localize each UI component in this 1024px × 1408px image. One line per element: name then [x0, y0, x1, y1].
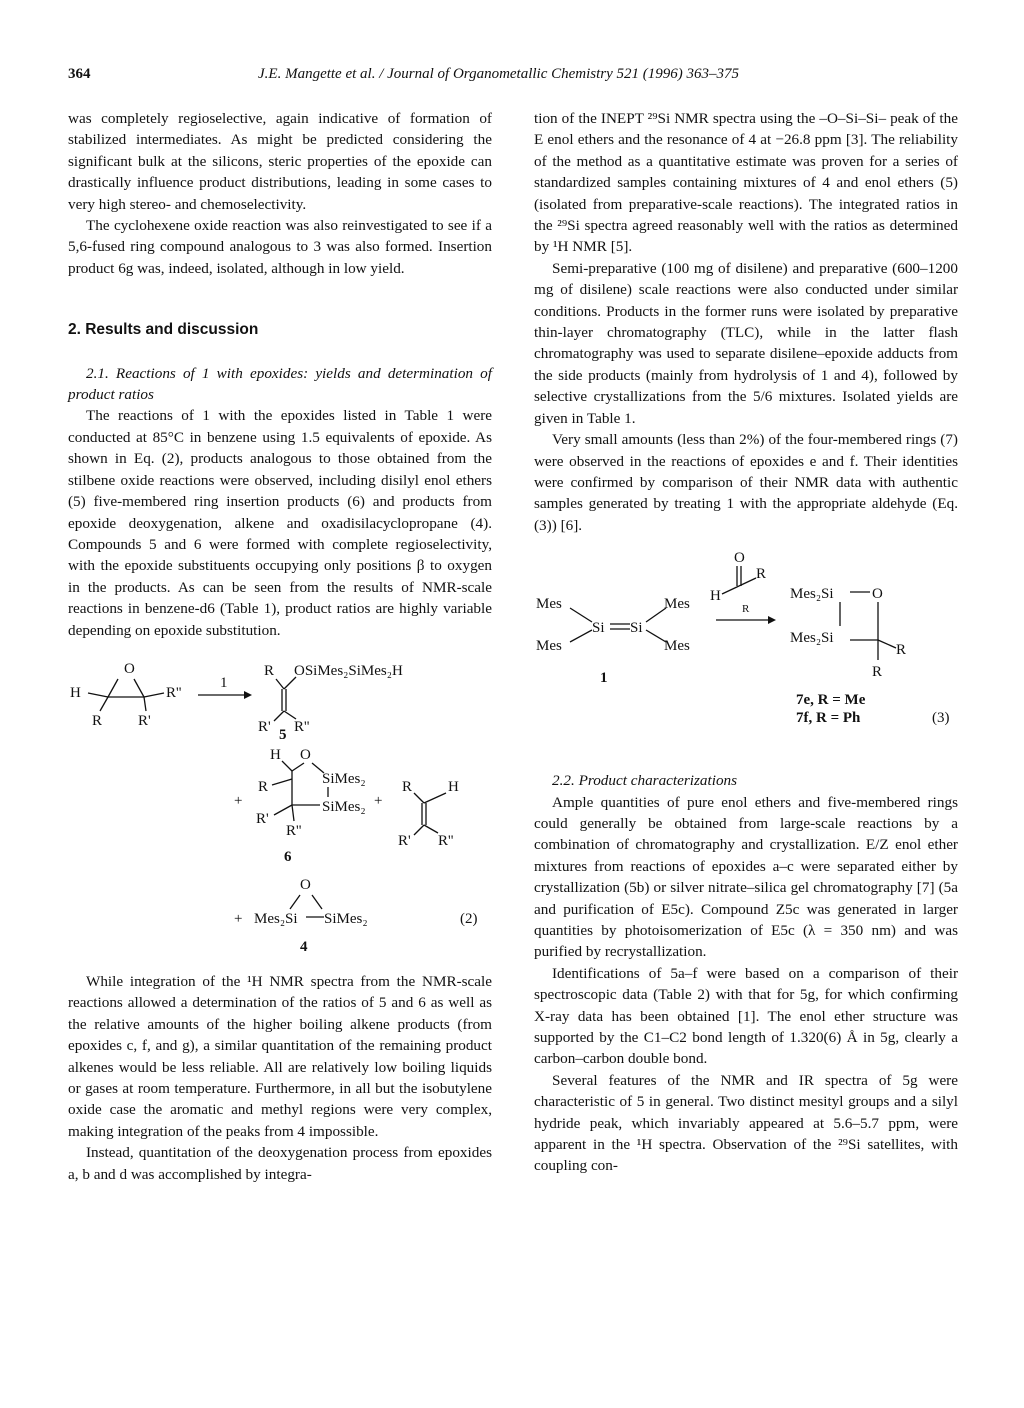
chem-mes2si: Mes₂Si [254, 910, 298, 927]
paragraph: The reactions of 1 with the epoxides listed in Table 1 were conducted at 85°C in benzene using 1.5 equivalents of epoxide. As shown in Eq. (2), products analogous to those obtained from the stilbene oxide reactions were observed, including disilyl enol ethers (5) five-membered ring insertion products (6) and products from epoxide deoxygenation, alkene and oxadisilacyclopropane (4). Compounds 5 and 6 were formed with complete regioselectivity, with the epoxide substituents occupying only positions β to oxygen in the products. As can be seen from the results of NMR-scale reactions in benzene-d6 (Table 1), product ratios are highly variable depending on epoxide substitution. [68, 407, 492, 639]
bond [722, 586, 739, 594]
bond [570, 630, 592, 642]
chem-atom-o: O [300, 876, 311, 893]
journal-running-head: J.E. Mangette et al. / Journal of Organometallic Chemistry 521 (1996) 363–375 [258, 66, 740, 82]
right-column [534, 108, 958, 1177]
equation-3-scheme [534, 542, 958, 762]
page-number: 364 [68, 66, 91, 82]
paragraph: While integration of the ¹H NMR spectra from the NMR-scale reactions allowed a determination of the ratios of 5 and 6 as well as the relative amounts of the higher boiling alkene products (from epoxides c, f, and g), a similar quantitation of the remaining product alkenes would be less reliable. All are relatively low boiling liquids or gases at room temperature. Furthermore, in all but the isobutylene oxide case the aromatic and methyl regions were very complex, making integration of the peaks from 4 impossible. [68, 972, 492, 1140]
bond [292, 805, 294, 821]
chem-substituent-r: R [402, 778, 413, 795]
bond [290, 895, 300, 909]
bond [414, 825, 424, 835]
compound-label-4: 4 [300, 938, 308, 955]
compound-label-6: 6 [284, 848, 292, 865]
bond [284, 711, 296, 719]
bond [292, 763, 304, 771]
bond [88, 693, 108, 697]
chem-substituent-r2: R'' [294, 718, 310, 735]
equation-2-scheme [68, 655, 492, 957]
plus-sign: + [234, 792, 243, 809]
left-column [68, 108, 492, 1185]
chem-simes2: SiMes₂ [324, 910, 368, 927]
chem-mes: Mes [664, 596, 690, 613]
chem-substituent-r: R [756, 566, 767, 583]
equation-3 [534, 542, 958, 762]
bond [144, 697, 146, 711]
bond [282, 761, 292, 771]
bond [134, 679, 144, 697]
chem-substituent-r: R [92, 712, 103, 729]
bond [272, 779, 292, 785]
compound-label-7f: 7f, R = Ph [796, 710, 861, 727]
paragraph: Semi-preparative (100 mg of disilene) and preparative (600–1200 mg of disilene) scale reactions were also conducted under similar conditions. Products in the former runs were isolated by preparative thin-layer chromatography (TLC), while in the latter flash chromatography was used to separate disilene–epoxide adducts from the side products (mainly from hydrolysis of 1 and 4), followed by selective crystallizations from the 5/6 mixtures. Isolated yields are given in Table 1. [534, 259, 958, 427]
chem-si: Si [630, 620, 643, 637]
chem-atom-o: O [300, 746, 311, 763]
chem-substituent-r: R [258, 778, 269, 795]
chem-mes: Mes [536, 596, 562, 613]
chem-osi: OSiMes₂SiMes₂H [294, 662, 403, 679]
paragraph: Instead, quantitation of the deoxygenation process from epoxides a, b and d was accomplished by integra- [68, 1144, 492, 1183]
chem-atom-o: O [872, 586, 883, 603]
bond [414, 793, 424, 803]
bond [274, 805, 292, 815]
bond [878, 640, 896, 648]
reagent-r: R [742, 603, 750, 616]
paragraph: Very small amounts (less than 2%) of the four-membered rings (7) were observed in the reactions of epoxides e and f. Their identities were confirmed by comparison of their NMR data with authentic samples generated by treating 1 with the appropriate aldehyde (Eq. (3)) [6]. [534, 431, 958, 534]
subsection-heading: 2.2. Product characterizations [552, 772, 738, 790]
chem-substituent-r: R [264, 662, 275, 679]
chem-simes2: SiMes₂ [322, 798, 366, 815]
chem-atom-h: H [448, 778, 459, 795]
page-header [68, 66, 958, 88]
bond [108, 679, 118, 697]
chem-substituent-r1: R' [256, 810, 269, 827]
equation-number: (3) [932, 710, 950, 727]
plus-sign: + [234, 910, 243, 927]
equation-2 [68, 655, 492, 957]
bond [424, 825, 438, 833]
bond [312, 895, 322, 909]
plus-sign: + [374, 792, 383, 809]
chem-substituent-r: R [872, 664, 883, 681]
paragraph: The cyclohexene oxide reaction was also reinvestigated to see if a 5,6-fused ring compound analogous to 3 was also formed. Insertion product 6g was, indeed, isolated, although in low yield. [68, 217, 492, 277]
chem-substituent-r1: R' [138, 712, 151, 729]
paragraph: Ample quantities of pure enol ethers and five-membered rings could generally be obtained from large-scale reactions by a combination of chromatography and crystallization. E/Z enol ether mixtures from reactions of epoxides a–c were separated either by crystallization (5b) or silver nitrate–silica gel chromatography [7] (5a and purification of E5c). Compound Z5c was generated in larger quantities by photoisomerization of E5c (λ = 350 nm) and was purified by recrystallization. [534, 793, 958, 961]
subsection-heading: 2.1. Reactions of 1 with epoxides: yields and determination of product ratios [68, 364, 492, 404]
bond [570, 608, 592, 622]
chem-atom-h: H [710, 588, 721, 605]
chem-substituent-r1: R' [398, 832, 411, 849]
chem-si: Si [592, 620, 605, 637]
chem-atom-o: O [734, 550, 745, 567]
paragraph: Several features of the NMR and IR spectra of 5g were characteristic of 5 in general. Two distinct mesityl groups and a silyl hydride peak, which invariably appeared at 5.6–5.7 ppm, were apparent in the ¹H spectra. Observation of the ²⁹Si satellites, with coupling con- [534, 1071, 958, 1175]
bond [274, 711, 284, 721]
chem-simes2: SiMes₂ [322, 770, 366, 787]
arrow-head [768, 616, 776, 624]
compound-label-1: 1 [600, 670, 608, 687]
chem-substituent-r2: R'' [166, 684, 182, 701]
chem-mes: Mes [664, 638, 690, 655]
chem-mes2si: Mes₂Si [790, 586, 834, 603]
chem-atom-h: H [270, 746, 281, 763]
arrow-head [244, 691, 252, 699]
chem-mes2si: Mes₂Si [790, 630, 834, 647]
compound-label-5: 5 [279, 726, 287, 743]
chem-atom-h: H [70, 684, 81, 701]
bond [100, 697, 108, 711]
compound-label-7e: 7e, R = Me [796, 692, 866, 709]
paragraph: tion of the INEPT ²⁹Si NMR spectra using the –O–Si–Si– peak of the E enol ethers and the resonance of 4 at −26.8 ppm [3]. The reliability of the method as a quantitative estimate was proven for a series of standardized samples containing mixtures of 4 and enol ethers (5) (isolated from preparative-scale reactions). The integrated ratios in the ²⁹Si spectra agreed reasonably well with the ratios as determined by ¹H NMR [5]. [534, 110, 958, 256]
chem-substituent-r2: R'' [286, 822, 302, 839]
paragraph: was completely regioselective, again indicative of formation of stabilized intermediates. As might be predicted considering the significant bulk at the silicons, steric properties of the epoxide can drastically influence product distributions, leading in some cases to very high stereo- and chemoselectivity. [68, 110, 492, 213]
bond [276, 679, 284, 689]
chem-atom-o: O [124, 660, 135, 677]
chem-substituent-r2: R'' [438, 832, 454, 849]
chem-substituent-r: R [896, 642, 907, 659]
bond [646, 630, 666, 642]
chem-substituent-r1: R' [258, 718, 271, 735]
chem-mes: Mes [536, 638, 562, 655]
bond [646, 608, 666, 622]
bond [144, 693, 164, 697]
bond [424, 793, 446, 803]
reagent-label: 1 [220, 674, 228, 691]
section-heading: 2. Results and discussion [68, 321, 259, 339]
paragraph: Identifications of 5a–f were based on a comparison of their spectroscopic data (Table 2) with that for 5g, for which confirming X-ray data has been obtained [1]. The enol ether structure was supported by the C1–C2 bond length of 1.320(6) Å in 5g, clearly a carbon–carbon double bond. [534, 964, 958, 1068]
equation-number: (2) [460, 910, 478, 927]
